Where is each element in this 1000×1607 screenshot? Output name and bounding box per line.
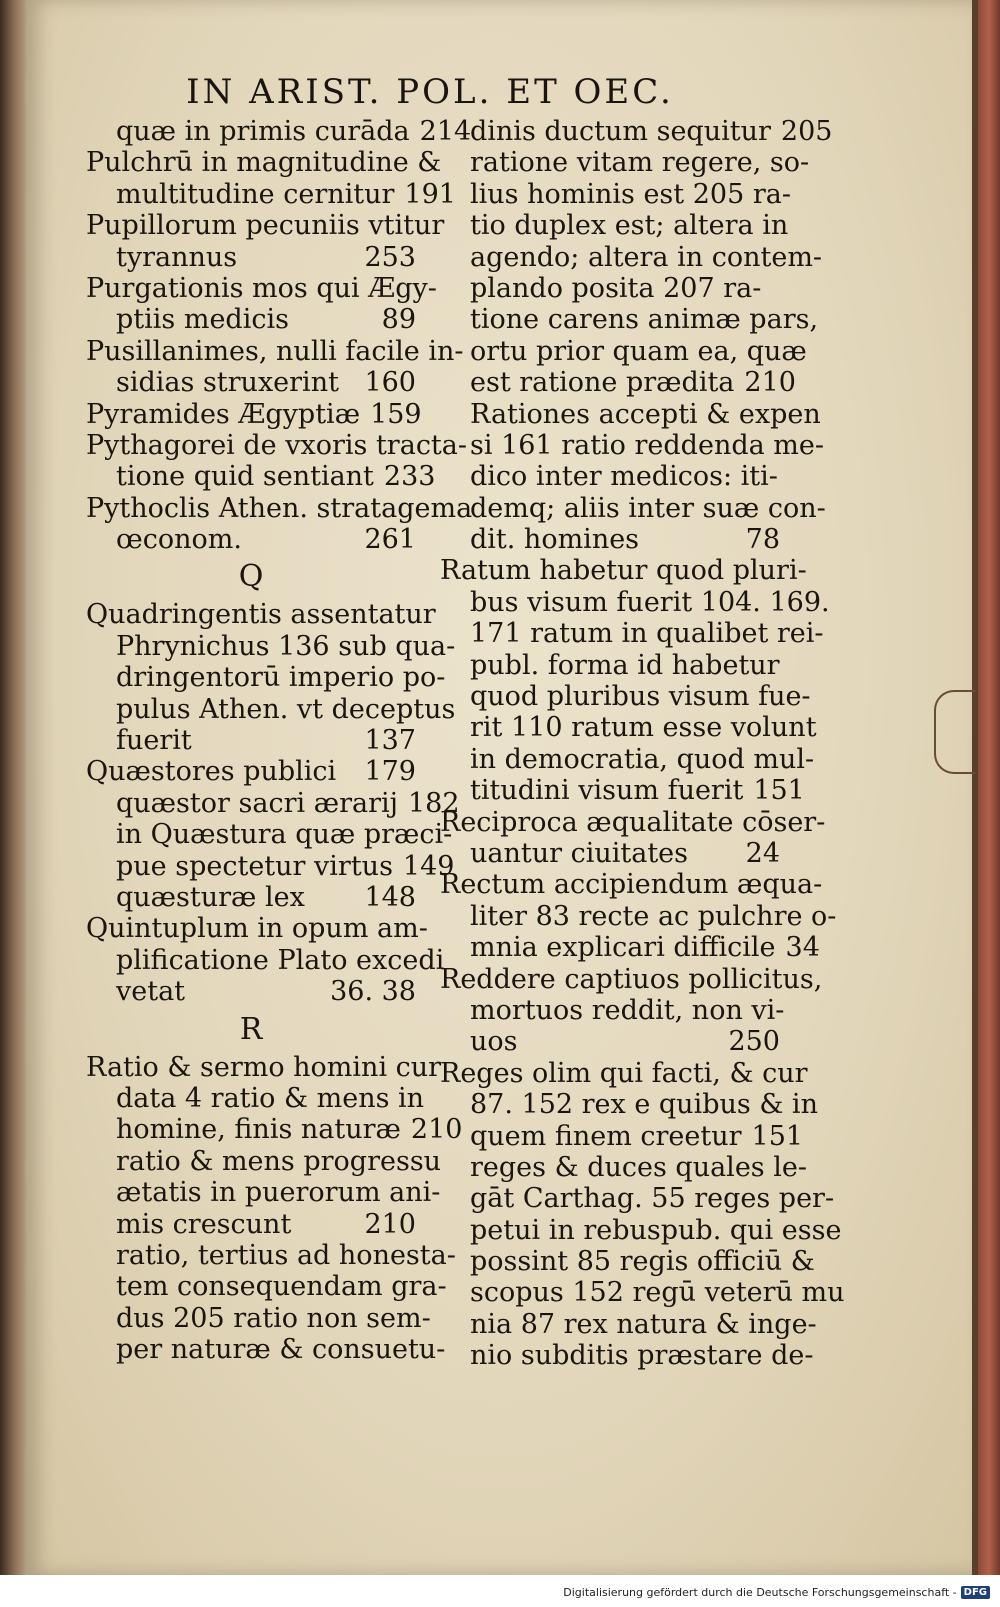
index-entry-text: lius hominis est 205 ra- [470, 178, 791, 210]
index-column-left [86, 116, 473, 1366]
index-entry-text: dus 205 ratio non sem- [116, 1302, 431, 1334]
page-reference: 137 [364, 725, 416, 757]
page-reference: 78 [745, 524, 780, 556]
index-entry-text: gāt Carthag. 55 reges per- [470, 1183, 835, 1215]
index-entry-text: titudini visum fuerit [470, 775, 744, 807]
index-line [86, 819, 453, 851]
index-entry-text: liter 83 recte ac pulchre o- [470, 900, 837, 932]
index-line [440, 681, 811, 713]
index-line [440, 273, 780, 304]
index-entry-text: reges & duces quales le- [470, 1151, 807, 1183]
index-entry-text: publ. forma id habetur [470, 649, 780, 681]
index-entry-text: ortu prior quam ea, quæ [470, 335, 807, 367]
index-entry-text: agendo; altera in contem- [470, 241, 823, 273]
index-entry-text: homine, finis naturæ [116, 1114, 401, 1146]
index-line [440, 932, 820, 964]
index-entry-text: Rectum accipiendum æqua- [440, 869, 823, 901]
index-entry-text: quæ in primis curāda [116, 116, 410, 147]
digitization-credit [563, 1586, 990, 1599]
index-entry-text: quem finem creetur [470, 1120, 742, 1152]
index-line [86, 210, 445, 242]
index-entry-text: tyrannus [116, 241, 238, 273]
section-letter: R [239, 1011, 263, 1047]
index-line [440, 1214, 842, 1246]
index-entry-text: est ratione prædita [470, 367, 735, 399]
index-line [86, 335, 464, 367]
index-entry-text: Phrynichus 136 sub qua- [116, 630, 456, 662]
index-entry-text: ratio, tertius ad honesta- [116, 1239, 456, 1271]
index-line [86, 429, 468, 461]
index-entry-text: Quintuplum in opum am- [86, 913, 428, 945]
index-line [86, 756, 416, 787]
index-line [86, 178, 456, 210]
page-reference: 34 [785, 932, 820, 964]
index-line [440, 1308, 817, 1340]
index-line [86, 850, 455, 882]
page-reference: 210 [410, 1114, 463, 1146]
index-line [86, 913, 428, 945]
index-line [440, 492, 826, 524]
index-entry-text: in democratia, quod mul- [470, 743, 815, 775]
section-letter: Q [238, 559, 264, 595]
index-entry-text: vetat [116, 976, 186, 1008]
page-reference: 89 [381, 304, 416, 336]
index-line [440, 1089, 818, 1121]
page-reference: 214 [419, 116, 472, 147]
index-line [440, 1151, 807, 1183]
index-line [86, 725, 416, 756]
index-line [440, 994, 785, 1026]
index-line [440, 210, 789, 242]
index-line [86, 1114, 463, 1146]
index-entry-text: tio duplex est; altera in [470, 210, 789, 242]
binding-cord [934, 690, 976, 774]
index-entry-text: 87. 152 rex e quibus & in [470, 1089, 818, 1121]
index-entry-text: multitudine cernitur [116, 178, 395, 210]
index-line [440, 398, 821, 430]
index-line [440, 1246, 815, 1278]
index-entry-text: nio subditis præstare de- [470, 1340, 814, 1372]
index-entry-text: Pyramides Ægyptiæ [86, 398, 361, 430]
dfg-logo: DFG [961, 1586, 990, 1599]
index-line [440, 1277, 845, 1309]
index-column-right [440, 116, 845, 1372]
index-line [440, 1340, 814, 1372]
page-reference: 160 [364, 367, 416, 399]
index-entry-text: scopus 152 regū veterū mu [470, 1277, 845, 1309]
page-reference: 210 [364, 1208, 416, 1240]
index-entry-text: bus visum fuerit 104. 169. [470, 586, 830, 618]
page-reference: 151 [753, 775, 805, 807]
page-reference: 151 [751, 1120, 804, 1152]
index-entry-text: Rationes accepti & expen [470, 398, 821, 430]
index-entry-text: ptiis medicis [116, 304, 289, 336]
index-line [86, 882, 416, 913]
index-line [86, 147, 442, 179]
index-line [86, 304, 416, 335]
index-line [440, 1026, 780, 1057]
index-entry-text: per naturæ & consuetu- [116, 1334, 446, 1366]
index-entry-text: dit. homines [470, 524, 640, 556]
index-entry-text: Pusillanimes, nulli facile in- [86, 335, 464, 367]
page-reference: 253 [364, 241, 416, 273]
index-entry-text: pulus Athen. vt deceptus [116, 693, 456, 725]
index-entry-text: Reciproca æqualitate cōser- [440, 806, 826, 838]
index-entry-text: in Quæstura quæ præci- [116, 819, 453, 851]
index-line [86, 662, 446, 694]
index-line [86, 398, 422, 430]
index-line [440, 586, 830, 618]
index-line [86, 1177, 441, 1209]
index-entry-text: Quadringentis assentatur [86, 599, 436, 631]
index-entry-text: data 4 ratio & mens in [116, 1082, 425, 1114]
index-line [86, 367, 416, 398]
index-line [440, 335, 807, 367]
index-line [440, 838, 780, 869]
index-entry-text: sidias struxerint [116, 367, 339, 399]
index-line [440, 461, 780, 492]
index-entry-text: dringentorū imperio po- [116, 662, 446, 694]
index-line [440, 806, 826, 838]
index-line [86, 272, 437, 304]
index-line [86, 1334, 446, 1366]
index-entry-text: petui in rebuspub. qui esse [470, 1214, 842, 1246]
index-entry-text: mortuos reddit, non vi- [470, 994, 785, 1026]
index-line [440, 429, 825, 461]
index-entry-text: Pulchrū in magnitudine & [86, 147, 442, 179]
index-entry-text: Ratum habetur quod pluri- [440, 555, 807, 587]
page-reference: 205 [780, 116, 833, 147]
index-entry-text: uantur ciuitates [470, 837, 689, 869]
index-line [440, 900, 837, 932]
index-line [86, 1209, 416, 1240]
index-entry-text: mis crescunt [116, 1208, 292, 1240]
index-entry-text: Reddere captiuos pollicitus, [440, 963, 823, 995]
index-entry-text: plificatione Plato excedi [116, 944, 445, 976]
index-line [440, 775, 805, 807]
index-line [86, 944, 445, 976]
page-reference: 24 [745, 837, 780, 869]
index-entry-text: tem consequendam gra- [116, 1271, 447, 1303]
index-line [86, 1145, 442, 1177]
index-line [440, 963, 823, 995]
page-reference: 250 [728, 1026, 780, 1058]
index-line [86, 1082, 425, 1114]
index-line [86, 1051, 442, 1083]
index-entry-text: Pupillorum pecuniis vtitur [86, 210, 445, 242]
index-line [86, 242, 416, 273]
index-line [440, 367, 796, 399]
index-line [440, 618, 824, 650]
index-line [440, 178, 791, 210]
index-entry-text: mnia explicari difficile [470, 932, 776, 964]
index-line [86, 524, 416, 555]
index-line [440, 116, 833, 147]
index-entry-text: tione quid sentiant [116, 461, 374, 493]
index-entry-text: Purgationis mos qui Ægy- [86, 272, 437, 304]
index-line [440, 524, 780, 555]
index-line [440, 241, 823, 273]
index-line [440, 1183, 835, 1215]
index-entry-text: ratio & mens progressu [116, 1145, 442, 1177]
index-entry-text: dico inter medicos: iti- [470, 461, 778, 493]
index-entry-text: pue spectetur virtus [116, 850, 393, 882]
index-entry-text: uos [470, 1026, 518, 1058]
index-entry-text: tione carens animæ pars, [470, 304, 819, 336]
index-entry-text: si 161 ratio reddenda me- [470, 429, 825, 461]
index-entry-text: plando posita 207 ra- [470, 272, 762, 304]
index-entry-text: Pythagorei de vxoris tracta- [86, 429, 468, 461]
index-line [440, 712, 817, 744]
index-line [86, 693, 456, 725]
index-line [440, 743, 815, 775]
index-entry-text: Pythoclis Athen. stratagema [86, 492, 473, 524]
index-entry-text: nia 87 rex natura & inge- [470, 1308, 817, 1340]
index-entry-text: possint 85 regis officiū & [470, 1246, 815, 1278]
page-reference: 261 [364, 524, 416, 556]
index-entry-text: demq; aliis inter suæ con- [470, 492, 826, 524]
index-entry-text: Reges olim qui facti, & cur [440, 1057, 808, 1089]
index-line [86, 1239, 456, 1271]
page-reference: 191 [404, 178, 456, 210]
credit-text: Digitalisierung gefördert durch die Deutsche Forschungsgemeinschaft - [563, 1586, 957, 1599]
index-line [86, 630, 456, 662]
index-entry-text: quæstor sacri ærarij [116, 787, 398, 819]
index-line [86, 1271, 447, 1303]
index-line [440, 650, 780, 681]
page-reference: 149 [402, 850, 455, 882]
page-reference: 36. 38 [330, 976, 416, 1008]
index-line [440, 147, 810, 179]
index-entry-text: quæsturæ lex [116, 881, 305, 913]
page-reference: 182 [408, 787, 460, 819]
page-reference: 179 [364, 756, 416, 788]
index-entry-text: ætatis in puerorum ani- [116, 1177, 441, 1209]
page-reference: 233 [383, 461, 436, 493]
index-line [86, 787, 460, 819]
index-line [86, 461, 436, 493]
index-entry-text: Quæstores publici [86, 756, 337, 788]
running-header: IN ARIST. POL. ET OEC. [186, 72, 674, 112]
index-line [440, 1120, 804, 1152]
index-line [440, 304, 819, 336]
index-entry-text: quod pluribus visum fue- [470, 681, 811, 713]
binding-edge-right [978, 0, 1000, 1575]
page-reference: 210 [744, 367, 796, 399]
index-line [440, 1057, 808, 1089]
index-line [86, 599, 436, 631]
index-entry-text: fuerit [116, 725, 192, 757]
index-line [86, 976, 416, 1007]
index-entry-text: rit 110 ratum esse volunt [470, 712, 817, 744]
page-reference: 159 [370, 398, 422, 430]
index-line [440, 555, 807, 587]
index-entry-text: Ratio & sermo homini cur [86, 1051, 442, 1083]
index-line [440, 869, 823, 901]
index-entry-text: œconom. [116, 524, 242, 556]
index-entry-text: dinis ductum sequitur [470, 116, 771, 147]
index-line [86, 1302, 431, 1334]
page-reference: 148 [364, 881, 416, 913]
index-line [86, 492, 473, 524]
index-entry-text: 171 ratum in qualibet rei- [470, 618, 824, 650]
index-line [86, 116, 472, 147]
index-entry-text: ratione vitam regere, so- [470, 147, 810, 179]
